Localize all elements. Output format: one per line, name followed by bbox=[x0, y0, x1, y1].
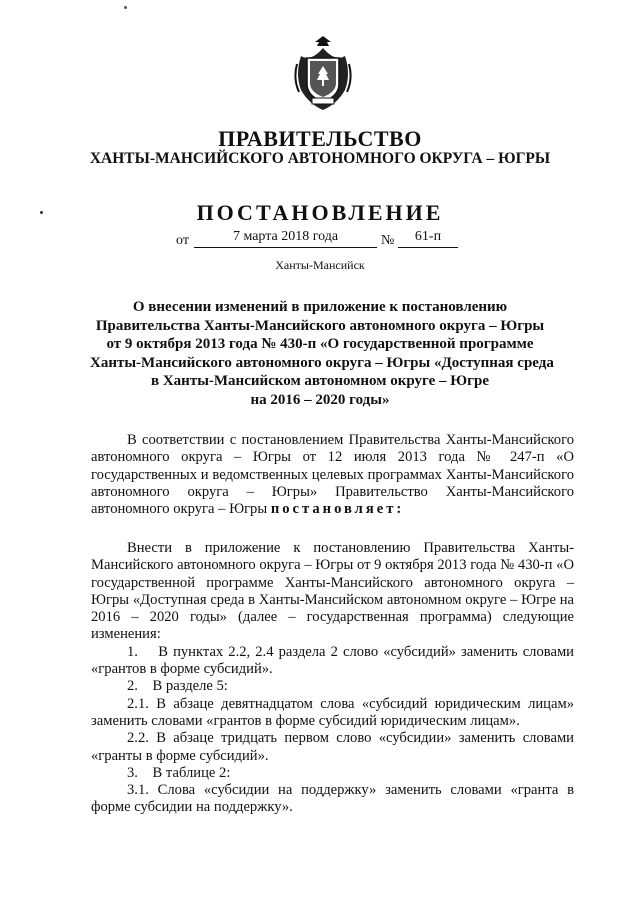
amendments-block bbox=[91, 540, 574, 817]
city: Ханты-Мансийск bbox=[275, 258, 365, 272]
intro-paragraph: Внести в приложение к постановлению Правительства Ханты-Мансийского автономного округа – Югры от 9 октября 2013 года № 430-п «О государственной программе Ханты-Мансийского автономного округа – Югры «Доступная среда в Ханты-Мансийском автономном округе – Югре на 2016 – 2020 годы» (далее – государственная программа) следующие изменения: bbox=[91, 540, 574, 643]
decree-word: постановляет: bbox=[270, 501, 405, 518]
preamble-paragraph bbox=[91, 432, 574, 518]
item-2-2: 2.2. В абзаце тридцать первом слово «субсидии» заменить словами «гранты в форме субсидий». bbox=[91, 730, 574, 764]
subject-line: Ханты-Мансийского автономного округа – Югры «Доступная среда bbox=[90, 354, 554, 371]
preamble-text: В соответствии с постановлением Правительства Ханты-Мансийского автономного округа – Югры от 12 июля 2013 года № 247-п «О государственных и ведомственных целевых программах Ханты-Мансийского автономного округа – Югры» Правительство Ханты-Мансийского автономного округа – Югры bbox=[91, 432, 574, 518]
government-region: ХАНТЫ-МАНСИЙСКОГО АВТОНОМНОГО ОКРУГА – ЮГРЫ bbox=[89, 150, 551, 167]
document-type: ПОСТАНОВЛЕНИЕ bbox=[196, 200, 444, 225]
decree-subject bbox=[90, 298, 554, 410]
item-3-1: 3.1. Слова «субсидии на поддержку» заменить словами «гранта в форме субсидии на поддержку». bbox=[91, 782, 574, 816]
date-prefix: от bbox=[176, 233, 189, 248]
decree-date: 7 марта 2018 года bbox=[194, 229, 377, 248]
item-2: 2. В разделе 5: bbox=[127, 678, 228, 695]
subject-line: на 2016 – 2020 годы» bbox=[250, 391, 390, 408]
subject-line: О внесении изменений в приложение к постановлению bbox=[132, 299, 508, 315]
government-title: ПРАВИТЕЛЬСТВО bbox=[218, 126, 422, 151]
decree-number: 61-п bbox=[398, 229, 458, 248]
item-1: 1. В пунктах 2.2, 2.4 раздела 2 слово «субсидий» заменить словами «грантов в форме субсидий». bbox=[91, 643, 574, 678]
number-prefix: № bbox=[381, 233, 395, 248]
item-3: 3. В таблице 2: bbox=[127, 764, 231, 781]
subject-line: от 9 октября 2013 года № 430-п «О государственной программе bbox=[106, 336, 534, 353]
item-2-1: 2.1. В абзаце девятнадцатом слова «субсидий юридическим лицам» заменить словами «грантов в форме субсидий юридическим лицам». bbox=[91, 695, 574, 729]
scan-speck bbox=[124, 6, 127, 9]
preamble-block bbox=[91, 432, 574, 518]
subject-line: Правительства Ханты-Мансийского автономного округа – Югры bbox=[95, 317, 545, 334]
subject-line: в Ханты-Мансийском автономном округе – Югре bbox=[151, 373, 489, 390]
coat-of-arms-icon bbox=[293, 34, 353, 112]
